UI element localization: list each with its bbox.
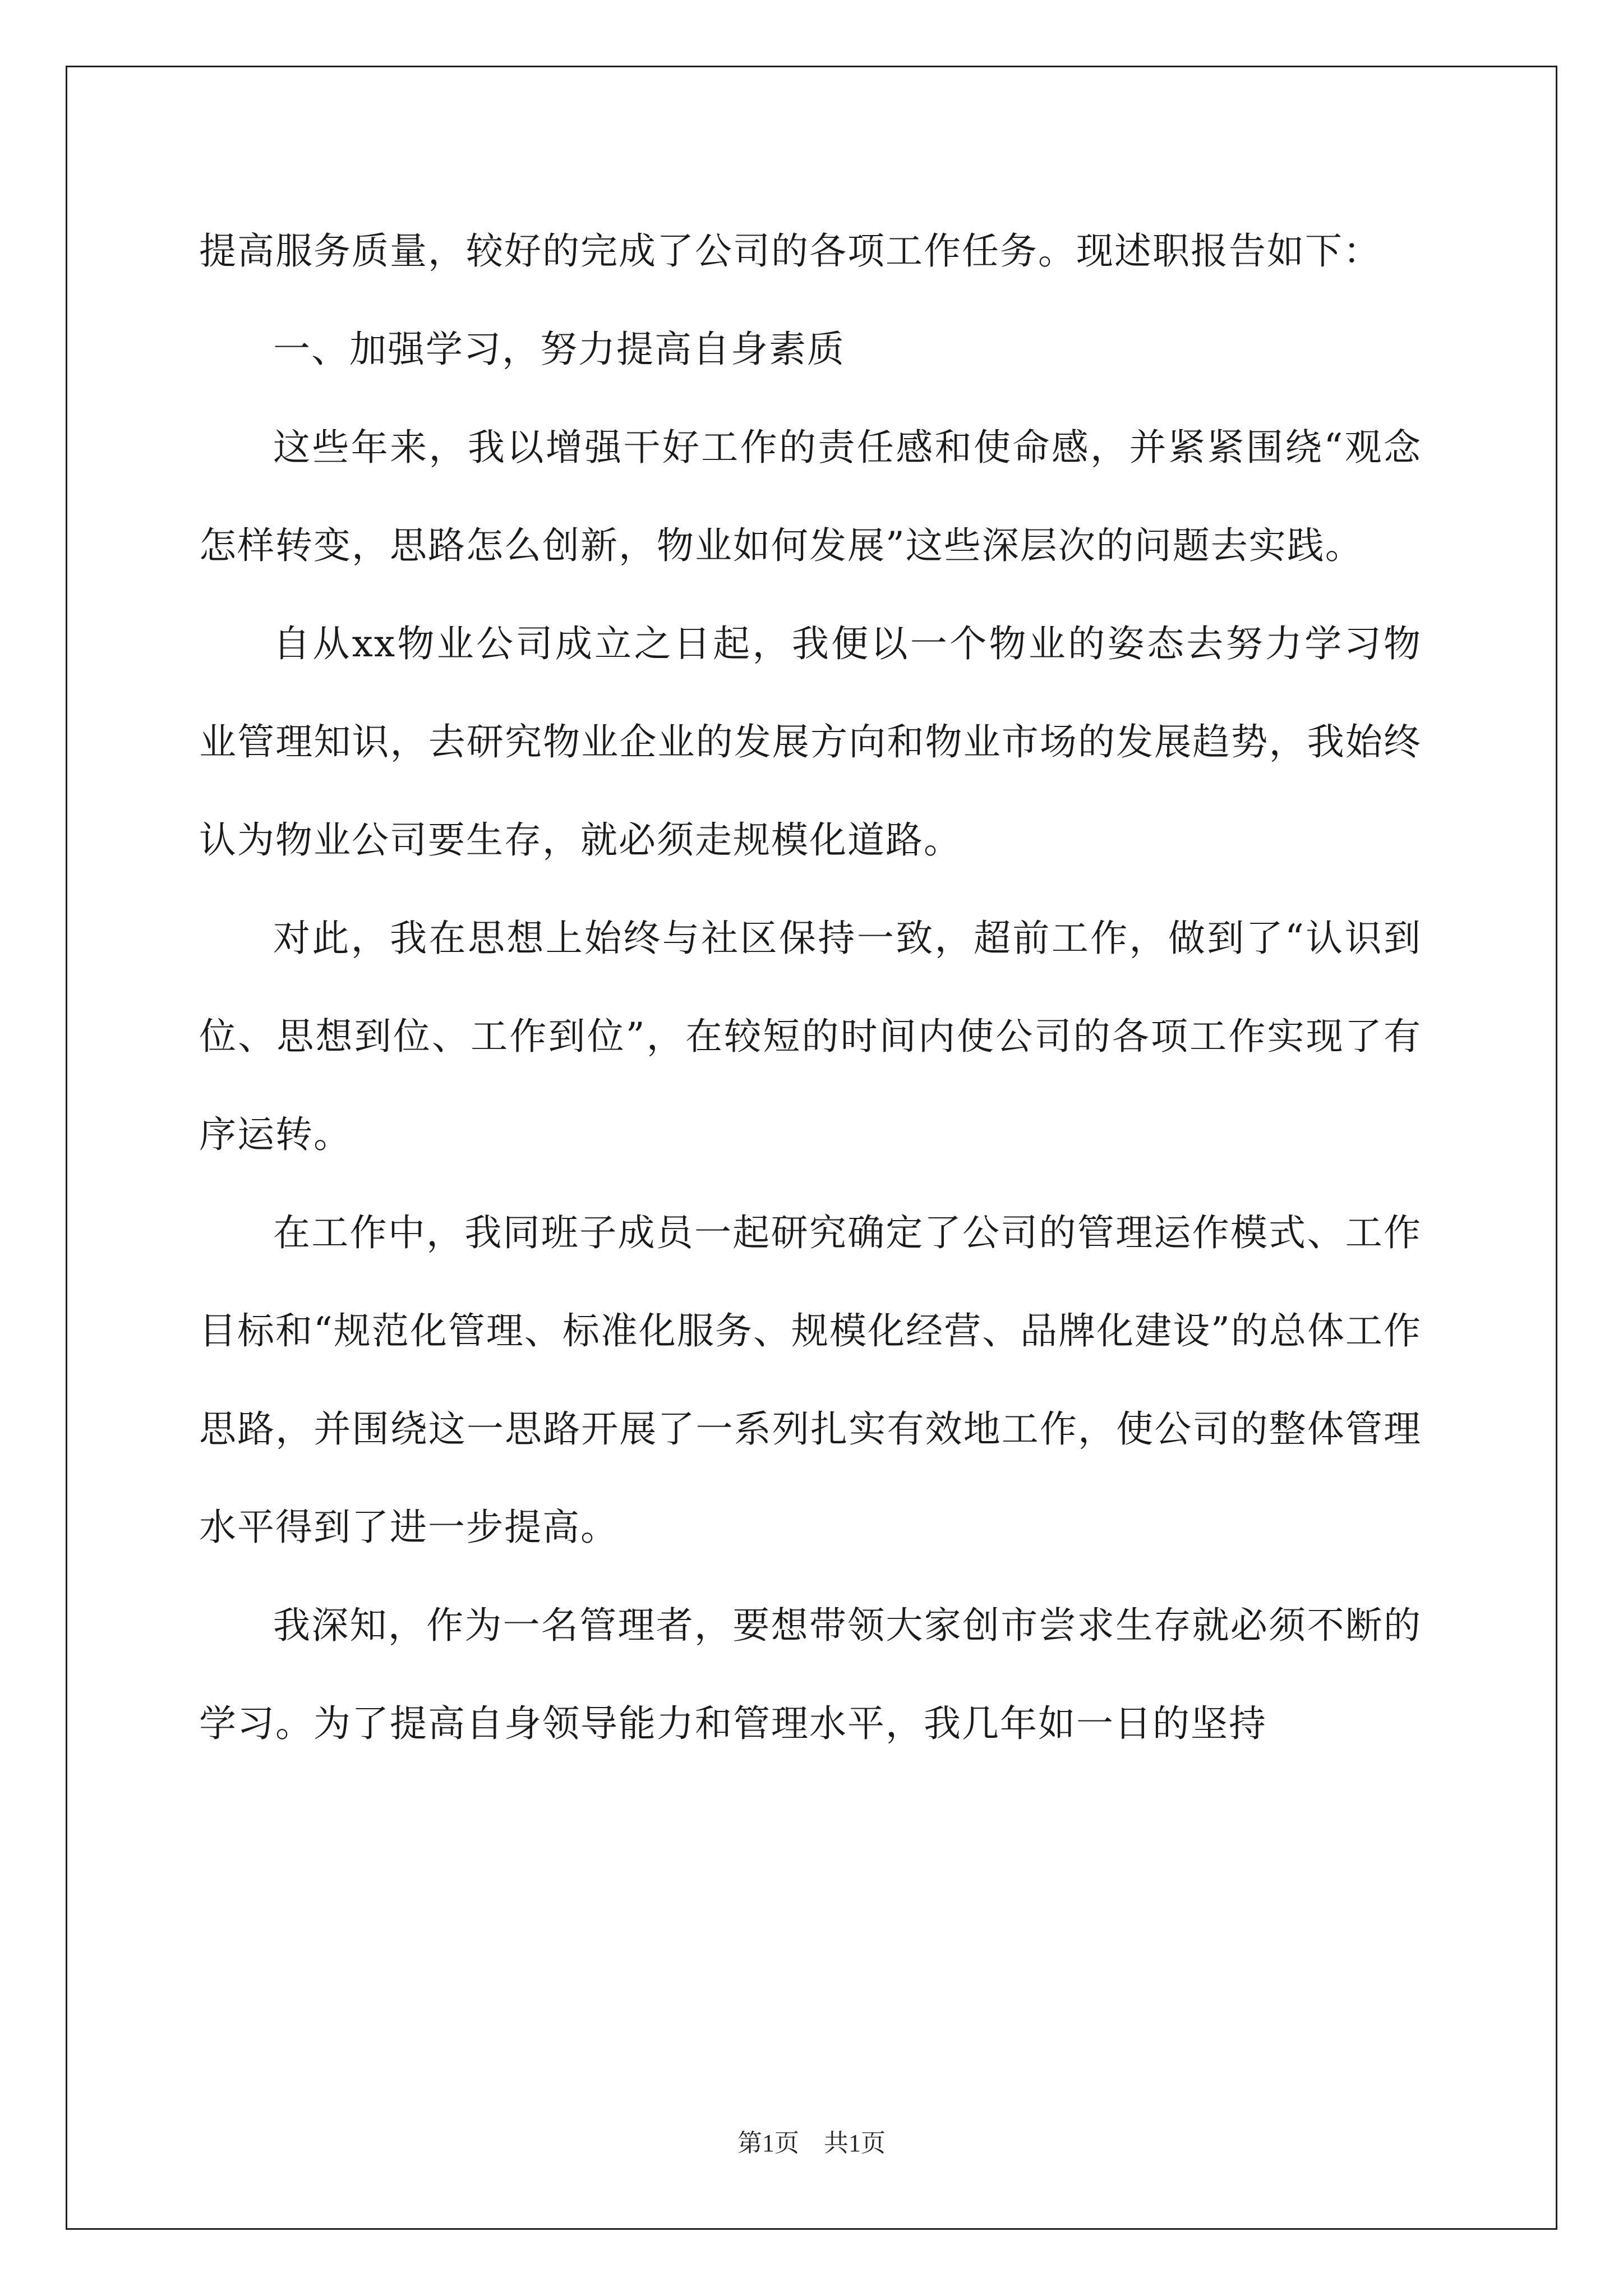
document-body (199, 202, 1422, 1773)
section-heading: 一、加强学习，努力提高自身素质 (273, 328, 845, 371)
paragraph-intro: 提高服务质量，较好的完成了公司的各项工作任务。现述职报告如下： (199, 229, 1381, 273)
page-number: 第1页 共1页 (737, 2129, 886, 2157)
paragraph: 这些年来，我以增强干好工作的责任感和使命感，并紧紧围绕“观念怎样转变，思路怎么创新，物业如何发展”这些深层次的问题去实践。 (199, 426, 1422, 567)
paragraph: 自从xx物业公司成立之日起，我便以一个物业的姿态去努力学习物业管理知识，去研究物业企业的发展方向和物业市场的发展趋势，我始终认为物业公司要生存，就必须走规模化道路。 (199, 622, 1422, 862)
paragraph: 在工作中，我同班子成员一起研究确定了公司的管理运作模式、工作目标和“规范化管理、标准化服务、规模化经营、品牌化建设”的总体工作思路，并围绕这一思路开展了一系列扎实有效地工作，使公司的整体管理水平得到了进一步提高。 (199, 1211, 1422, 1549)
paragraph: 我深知，作为一名管理者，要想带领大家创市尝求生存就必须不断的学习。为了提高自身领导能力和管理水平，我几年如一日的坚持 (199, 1604, 1422, 1745)
paragraph: 对此，我在思想上始终与社区保持一致，超前工作，做到了“认识到位、思想到位、工作到位”，在较短的时间内使公司的各项工作实现了有序运转。 (199, 917, 1422, 1156)
